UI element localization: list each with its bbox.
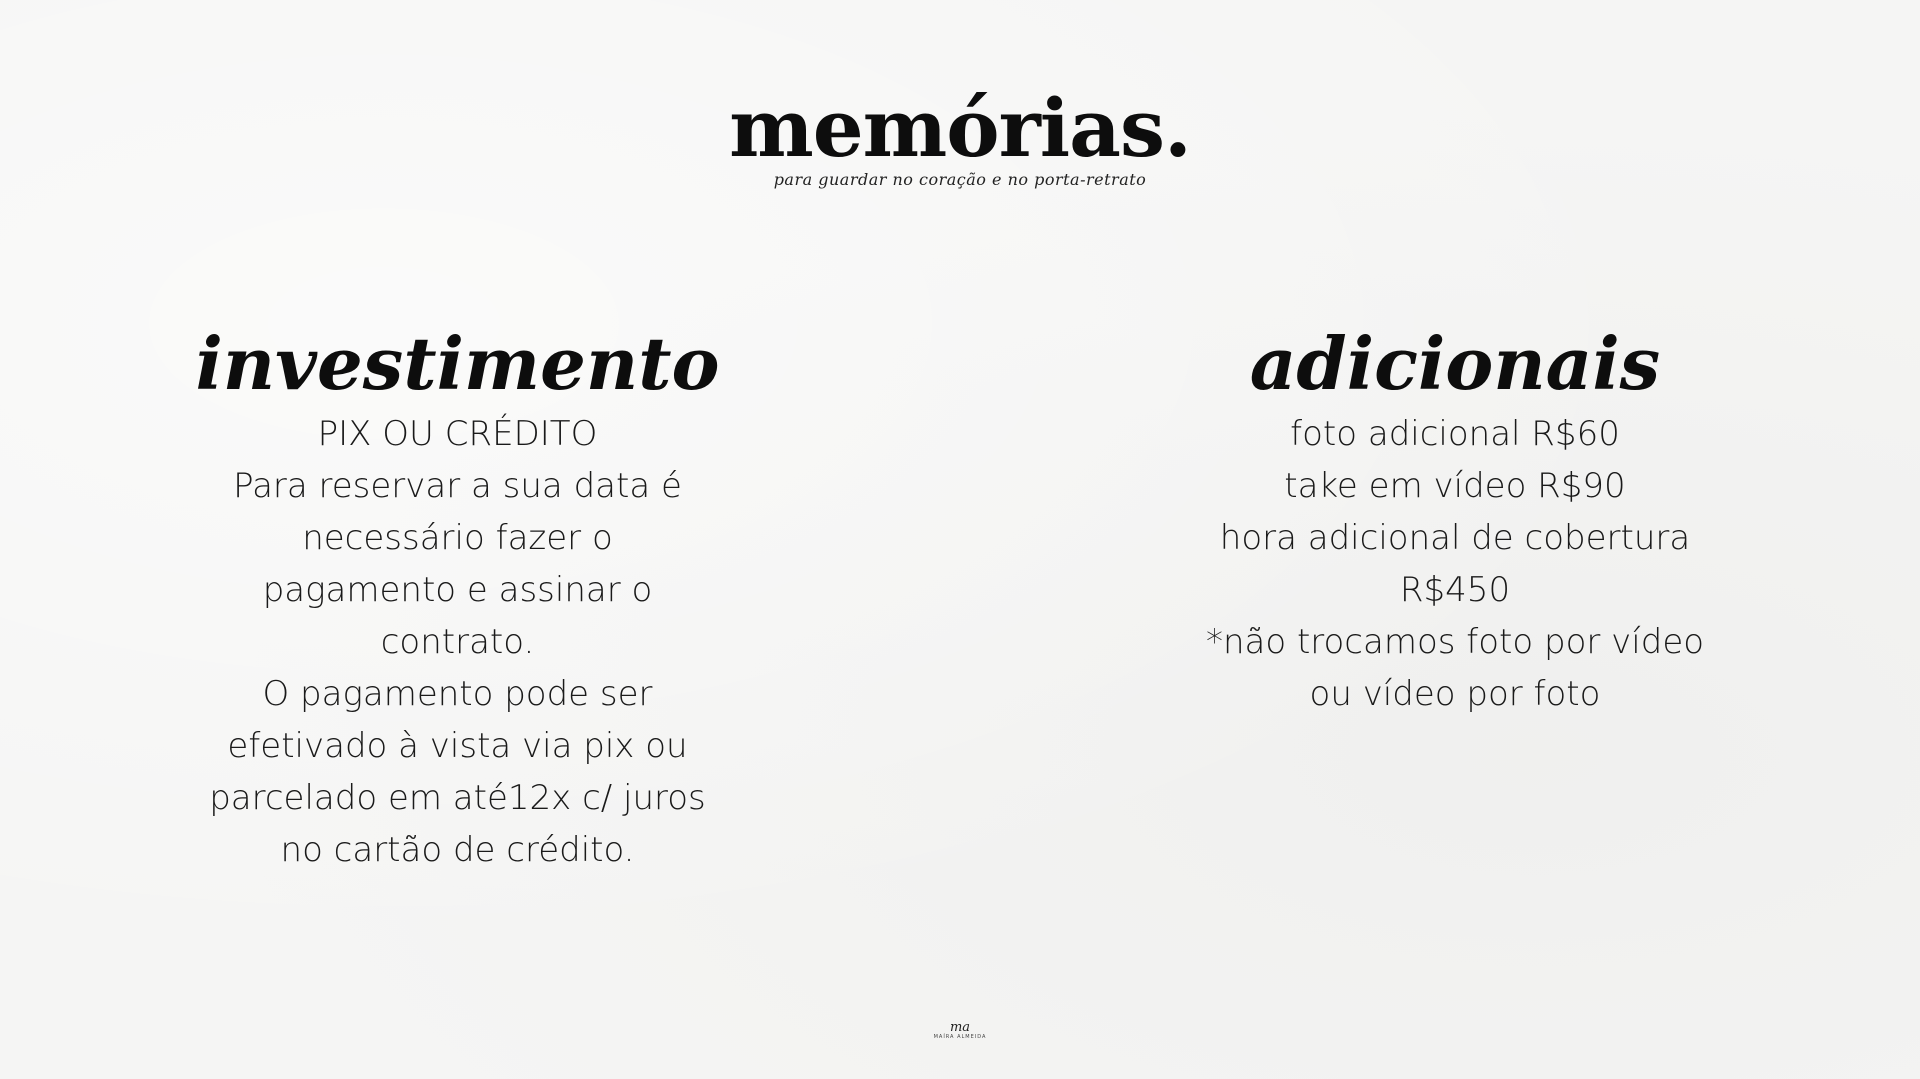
page-tagline: para guardar no coração e no porta-retrato [773,170,1147,189]
investimento-line: O pagamento pode ser [262,674,653,714]
header [0,81,1920,189]
investimento-line: PIX OU CRÉDITO [317,414,598,454]
adicionais-line: take em vídeo R$90 [1284,466,1626,506]
adicionais-line: R$450 [1399,570,1511,610]
investimento-line: parcelado em até12x c/ juros [209,778,706,818]
investimento-line: contrato. [380,622,535,662]
adicionais-line: *não trocamos foto por vídeo [1205,622,1705,662]
investimento-heading: investimento [195,321,720,406]
investimento-body [195,408,720,876]
adicionais-line: ou vídeo por foto [1309,674,1601,714]
adicionais-line: hora adicional de cobertura [1219,518,1691,558]
logo-mark: ma [949,1020,971,1035]
investimento-line: efetivado à vista via pix ou [227,726,688,766]
adicionais-heading: adicionais [1249,321,1661,406]
investimento-line: Para reservar a sua data é [233,466,682,506]
investimento-line: no cartão de crédito. [280,830,635,870]
footer-logo [931,1022,989,1040]
investimento-section [195,321,720,876]
investimento-line: necessário fazer o [302,518,613,558]
adicionais-body [1180,408,1730,720]
page-title: memórias. [729,81,1191,175]
investimento-line: pagamento e assinar o [262,570,653,610]
logo-name: MAÍRA ALMEIDA [933,1034,987,1040]
adicionais-section [1180,321,1730,720]
adicionais-line: foto adicional R$60 [1290,414,1620,454]
